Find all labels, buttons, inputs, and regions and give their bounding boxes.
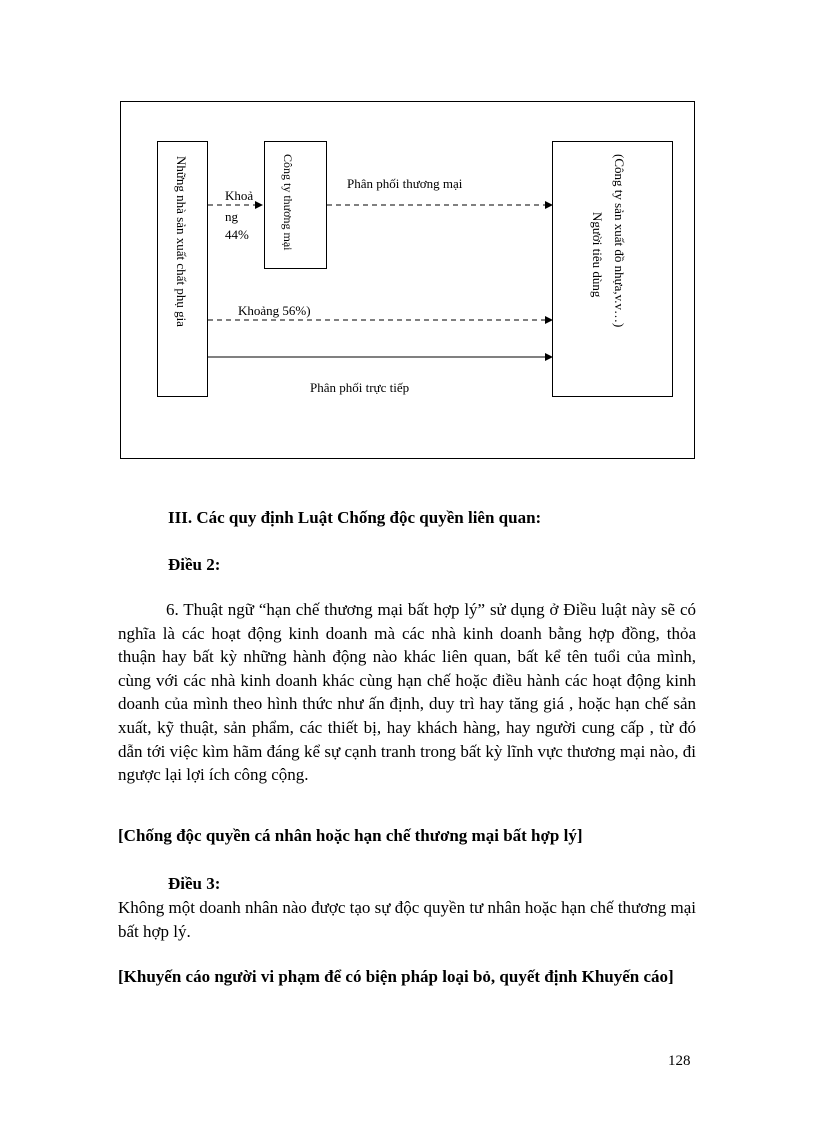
trading-company-label: Công ty thương mại: [281, 154, 295, 251]
consumer-box: [552, 141, 673, 397]
consumer-label-line1: (Công ty sản xuất đồ nhựa,v.v…): [612, 154, 627, 328]
label-commercial-distribution: Phân phối thương mại: [347, 176, 463, 191]
section-title: III. Các quy định Luật Chống độc quyền liên quan:: [168, 508, 542, 527]
trading-company-box: [264, 141, 327, 269]
label-about-44-c: 44%: [225, 227, 249, 242]
page-number: 128: [668, 1053, 691, 1069]
label-direct-distribution: Phân phối trực tiếp: [310, 380, 410, 395]
distribution-diagram: [120, 101, 695, 459]
producer-box: [157, 141, 208, 397]
article-3-paragraph: Không một doanh nhân nào được tạo sự độc quyền tư nhân hoặc hạn chế thương mại bất hợp lý.: [118, 898, 696, 941]
label-about-56: Khoảng 56%): [238, 303, 311, 318]
bracket-heading-recommendation: [Khuyến cáo người vi phạm để có biện pháp loại bỏ, quyết định Khuyến cáo]: [118, 967, 674, 986]
consumer-label-line2: Người tiêu dùng: [590, 212, 605, 298]
label-about-44-b: ng: [225, 209, 238, 224]
bracket-heading-monopoly: [Chống độc quyền cá nhân hoặc hạn chế thương mại bất hợp lý]: [118, 826, 583, 845]
article-2-heading: Điều 2:: [168, 555, 221, 574]
article-3-heading: Điều 3:: [168, 874, 221, 893]
article-2-paragraph: [118, 598, 696, 787]
label-about-44-a: Khoả: [225, 188, 254, 203]
article-2-text: 6. Thuật ngữ “hạn chế thương mại bất hợp lý” sử dụng ở Điều luật này sẽ có nghĩa là các hoạt động kinh doanh mà các nhà kinh doanh bằng hợp đồng, thỏa thuận hay bất kỳ những hành động nào khác liên quan, bất kể tên tuổi của mình, cùng với các nhà kinh doanh khác cùng hạn chế hoặc điều hành các hoạt động kinh doanh của mình theo hình thức như ấn định, duy trì hay tăng giá , hoặc hạn chế sản xuất, kỹ thuật, sản phẩm, các thiết bị, hay khách hàng, hay người cung cấp , từ đó dẫn tới việc kìm hãm đáng kể sự cạnh tranh trong bất kỳ lĩnh vực thương mại nào, đi ngược lại lợi ích công cộng.: [118, 600, 696, 785]
producer-label: Những nhà sản xuất chất phụ gia: [174, 156, 189, 327]
